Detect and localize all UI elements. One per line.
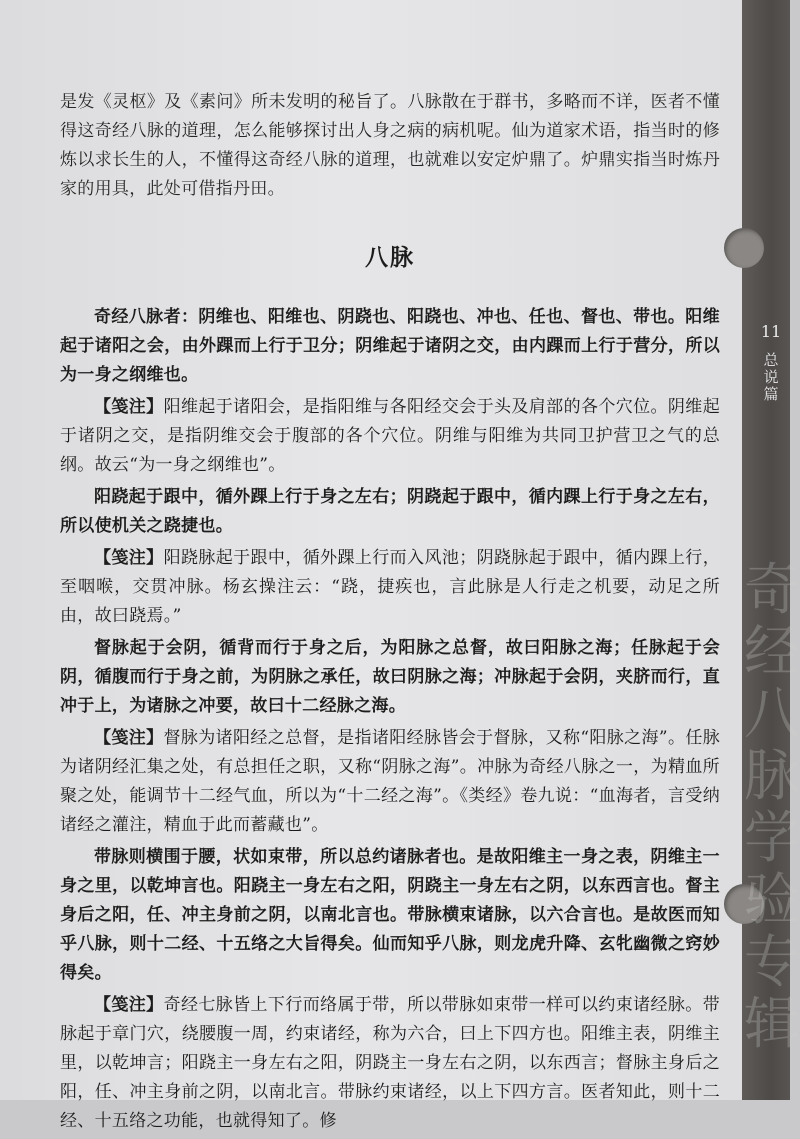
text-paragraph-3 (60, 634, 720, 721)
note-text: 阳跷脉起于跟中，循外踝上行而入风池；阴跷脉起于跟中，循内踝上行，至咽喉，交贯冲脉。杨玄操注云：“跷，捷疾也，言此脉是人行走之机要，动足之所由，故曰跷焉。” (60, 548, 720, 626)
section-heading: 八脉 (365, 245, 415, 271)
note-tag: 【笺注】 (94, 728, 164, 748)
tab-hole-top (724, 228, 764, 268)
text-paragraph-1 (60, 303, 720, 390)
note-text: 督脉为诸阳经之总督，是指诸阳经脉皆会于督脉，又称“阳脉之海”。任脉为诸阴经汇集之处，有总担任之职，又称“阴脉之海”。冲脉为奇经八脉之一，为精血所聚之处，能调节十二经气血，所以为“十二经之海”。《类经》卷九说：“血海者，言受纳诸经之灌注，精血于此而蓄藏也”。 (60, 728, 721, 835)
text-paragraph-4 (60, 843, 720, 988)
paragraph-text: 阳跷起于跟中，循外踝上行于身之左右；阴跷起于跟中，循内踝上行于身之左右，所以使机关之跷捷也。 (60, 487, 720, 536)
note-tag: 【笺注】 (94, 995, 164, 1015)
note-paragraph-4 (60, 991, 720, 1136)
paragraph-text: 督脉起于会阴，循背而行于身之后，为阳脉之总督，故曰阳脉之海；任脉起于会阴，循腹而行于身之前，为阴脉之承任，故曰阴脉之海；冲脉起于会阴，夹脐而行，直冲于上，为诸脉之冲要，故曰十二经脉之海。 (60, 638, 720, 716)
note-text: 阳维起于诸阳会，是指阳维与各阳经交会于头及肩部的各个穴位。阴维起于诸阴之交，是指阴维交会于腹部的各个穴位。阴维与阳维为共同卫护营卫之气的总纲。故云“为一身之纲维也”。 (60, 397, 720, 475)
note-paragraph-1 (60, 393, 720, 480)
text-paragraph-2 (60, 483, 720, 541)
spine-title: 奇经八脉学验专辑 (744, 558, 800, 1057)
page-content (60, 88, 720, 1139)
paragraph-text: 奇经八脉者：阴维也、阳维也、阴跷也、阳跷也、冲也、任也、督也、带也。阳维起于诸阳之会，由外踝而上行于卫分；阴维起于诸阴之交，由内踝而上行于营分，所以为一身之纲维也。 (60, 307, 720, 385)
note-paragraph-3 (60, 724, 720, 840)
page-number: 11 (760, 322, 782, 341)
section-label: 总说篇 (763, 351, 779, 403)
note-tag: 【笺注】 (94, 548, 164, 568)
note-text: 奇经七脉皆上下行而络属于带，所以带脉如束带一样可以约束诸经脉。带脉起于章门穴，绕腰腹一周，约束诸经，称为六合，曰上下四方也。阳维主表，阴维主里，以乾坤言；阳跷主一身左右之阳，阴跷主一身左右之阴，以东西言；督脉主身后之阳，任、冲主身前之阴，以南北言。带脉约束诸经，以上下四方言。医者知此，则十二经、十五络之功能，也就得知了。修 (60, 995, 720, 1131)
note-tag: 【笺注】 (94, 397, 164, 417)
intro-paragraph: 是发《灵枢》及《素问》所未发明的秘旨了。八脉散在于群书，多略而不详，医者不懂得这奇经八脉的道理，怎么能够探讨出人身之病的病机呢。仙为道家术语，指当时的修炼以求长生的人，不懂得这奇经八脉的道理，也就难以安定炉鼎了。炉鼎实指当时炼丹家的用具，此处可借指丹田。 (60, 92, 720, 199)
note-paragraph-2 (60, 544, 720, 631)
paragraph-text: 带脉则横围于腰，状如束带，所以总约诸脉者也。是故阳维主一身之表，阴维主一身之里，以乾坤言也。阳跷主一身左右之阳，阴跷主一身左右之阴，以东西言也。督主身后之阳，任、冲主身前之阴，以南北言也。带脉横束诸脉，以六合言也。是故医而知乎八脉，则十二经、十五络之大旨得矣。仙而知乎八脉，则龙虎升降、玄牝幽微之窍妙得矣。 (60, 847, 720, 983)
